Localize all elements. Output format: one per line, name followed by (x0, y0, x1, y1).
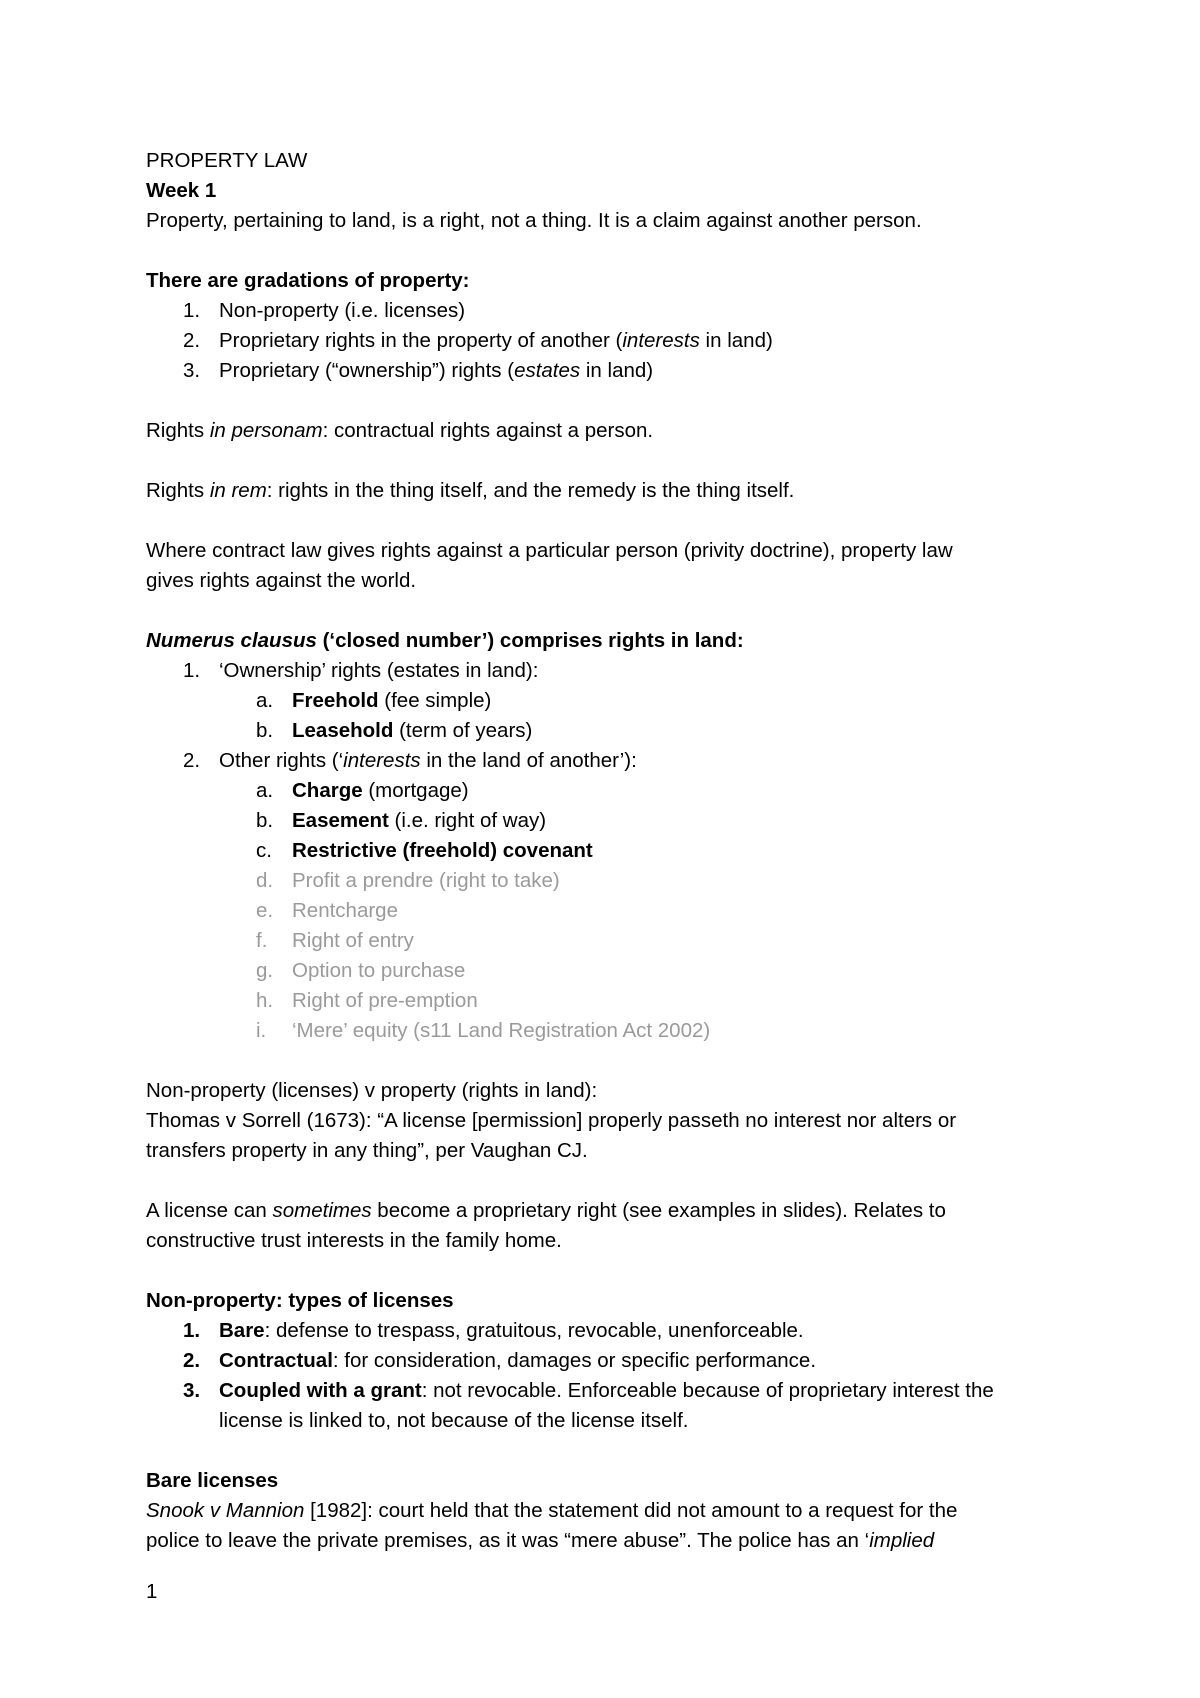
thomas-v-sorrell-line: Thomas v Sorrell (1673): “A license [permission] properly passeth no interest nor alters or (146, 1109, 957, 1132)
sub-list-item-greyed: f. Right of entry (256, 929, 414, 952)
list-item: 1. Bare: defense to trespass, gratuitous, revocable, unenforceable. (183, 1319, 804, 1342)
list-item: 1. Non-property (i.e. licenses) (183, 299, 466, 322)
sub-list-item: b. Leasehold (term of years) (256, 719, 533, 742)
document-body (146, 146, 1086, 1556)
contract-paragraph-line: gives rights against the world. (146, 569, 417, 592)
list-item: 2. Proprietary rights in the property of another (interests in land) (183, 329, 773, 352)
document-title: PROPERTY LAW (146, 149, 308, 172)
list-item: 2. Contractual: for consideration, damages or specific performance. (183, 1349, 817, 1372)
sub-list-item: a. Freehold (fee simple) (256, 689, 492, 712)
week-heading: Week 1 (146, 179, 217, 202)
bare-licenses-heading: Bare licenses (146, 1469, 279, 1492)
list-item: 3. Proprietary (“ownership”) rights (estates in land) (183, 359, 654, 382)
license-paragraph-line: A license can sometimes become a proprietary right (see examples in slides). Relates to (146, 1199, 946, 1222)
sub-list-item-greyed: i. ‘Mere’ equity (s11 Land Registration Act 2002) (256, 1019, 711, 1042)
sub-list-item-greyed: g. Option to purchase (256, 959, 466, 982)
list-item: 2. Other rights (‘interests in the land of another’): (183, 749, 637, 772)
list-item: 3. Coupled with a grant: not revocable. Enforceable because of proprietary interest the (183, 1379, 994, 1402)
list-item-continuation: license is linked to, not because of the license itself. (219, 1409, 689, 1432)
sub-list-item-greyed: e. Rentcharge (256, 899, 398, 922)
sub-list-item: b. Easement (i.e. right of way) (256, 809, 547, 832)
non-property-vs-heading: Non-property (licenses) v property (rights in land): (146, 1079, 598, 1102)
contract-paragraph-line: Where contract law gives rights against a particular person (privity doctrine), property law (146, 539, 953, 562)
thomas-v-sorrell-line: transfers property in any thing”, per Vaughan CJ. (146, 1139, 588, 1162)
license-paragraph-line: constructive trust interests in the family home. (146, 1229, 562, 1252)
in-personam-paragraph: Rights in personam: contractual rights against a person. (146, 419, 654, 442)
list-item: 1. ‘Ownership’ rights (estates in land): (183, 659, 539, 682)
sub-list-item-greyed: d. Profit a prendre (right to take) (256, 869, 560, 892)
in-rem-paragraph: Rights in rem: rights in the thing itself, and the remedy is the thing itself. (146, 479, 795, 502)
gradations-heading: There are gradations of property: (146, 269, 470, 292)
snook-v-mannion-line: police to leave the private premises, as it was “mere abuse”. The police has an ‘implied (146, 1529, 935, 1552)
page-number: 1 (146, 1580, 158, 1603)
sub-list-item-greyed: h. Right of pre-emption (256, 989, 478, 1012)
sub-list-item: a. Charge (mortgage) (256, 779, 469, 802)
sub-list-item: c. Restrictive (freehold) covenant (256, 839, 593, 862)
snook-v-mannion-line: Snook v Mannion [1982]: court held that the statement did not amount to a request for the (146, 1499, 958, 1522)
license-types-heading: Non-property: types of licenses (146, 1289, 454, 1312)
intro-paragraph: Property, pertaining to land, is a right, not a thing. It is a claim against another person. (146, 209, 922, 232)
numerus-clausus-heading: Numerus clausus (‘closed number’) comprises rights in land: (146, 629, 744, 652)
